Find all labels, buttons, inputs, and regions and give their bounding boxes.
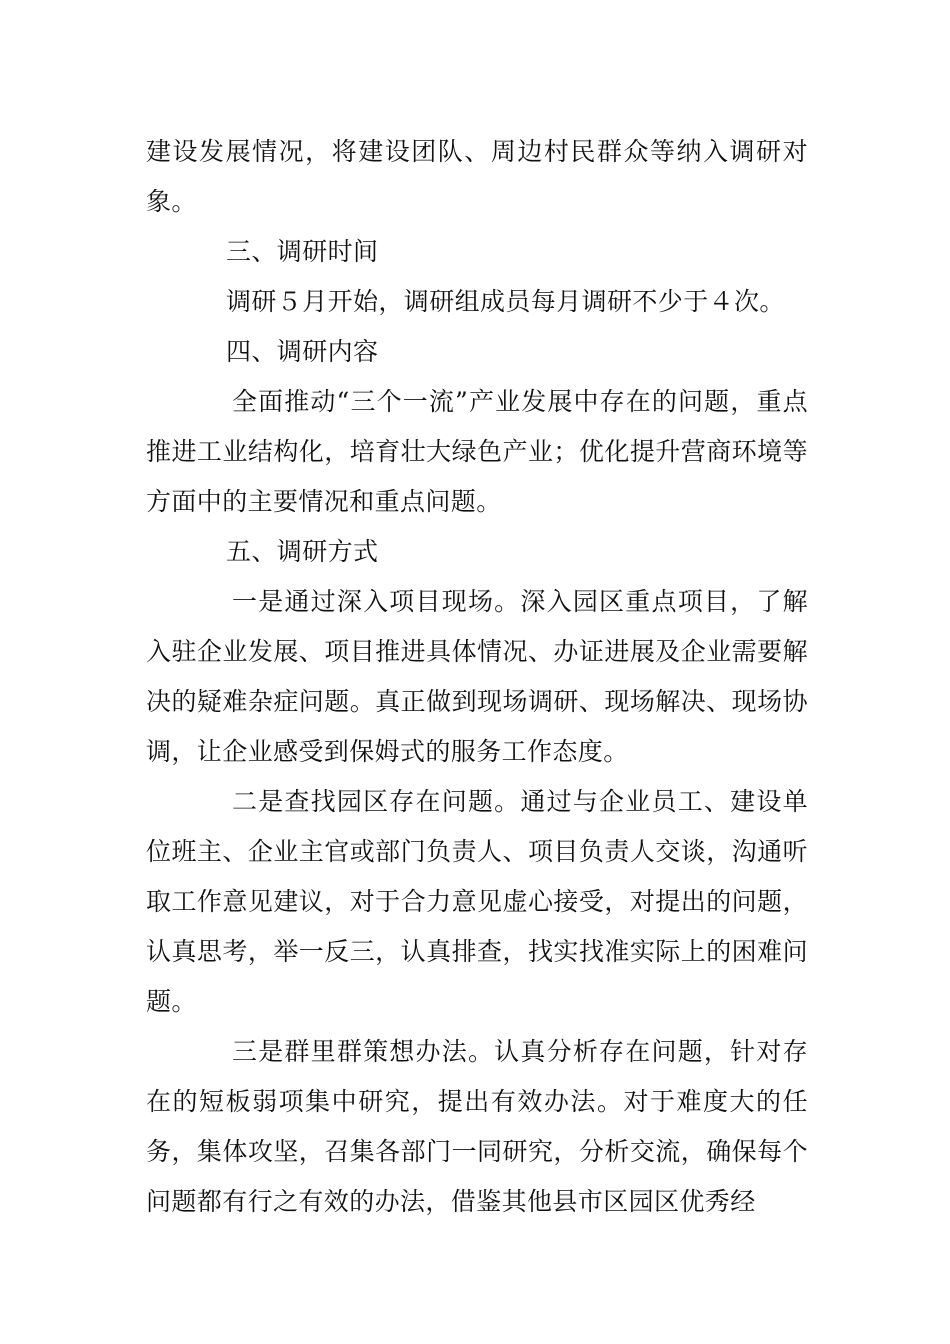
- heading-survey-time: 三、调研时间: [226, 237, 379, 266]
- document-body: [146, 127, 808, 1227]
- paragraph-survey-objects: 建设发展情况，将建设团队、周边村民群众等纳入调研对象。: [146, 137, 808, 216]
- paragraph-method-one: 一是通过深入项目现场。深入园区重点项目，了解入驻企业发展、项目推进具体情况、办证进展及企业需要解决的疑难杂症问题。真正做到现场调研、现场解决、现场协调，让企业感受到保姆式的服务工作态度。: [146, 587, 808, 766]
- paragraph-method-two: 二是查找园区存在问题。通过与企业员工、建设单位班主、企业主官或部门负责人、项目负责人交谈，沟通听取工作意见建议，对于合力意见虚心接受，对提出的问题，认真思考，举一反三，认真排查，找实找准实际上的困难问题。: [146, 787, 808, 1016]
- paragraph-method-three: 三是群里群策想办法。认真分析存在问题，针对存在的短板弱项集中研究，提出有效办法。对于难度大的任务，集体攻坚，召集各部门一同研究，分析交流，确保每个问题都有行之有效的办法，借鉴其他县市区园区优秀经: [146, 1037, 808, 1216]
- paragraph-survey-time: 调研５月开始，调研组成员每月调研不少于４次。: [226, 287, 785, 316]
- heading-survey-content: 四、调研内容: [226, 337, 379, 366]
- paragraph-survey-content: 全面推动“三个一流”产业发展中存在的问题，重点推进工业结构化，培育壮大绿色产业；优化提升营商环境等方面中的主要情况和重点问题。: [146, 387, 808, 516]
- heading-survey-method: 五、调研方式: [226, 537, 379, 566]
